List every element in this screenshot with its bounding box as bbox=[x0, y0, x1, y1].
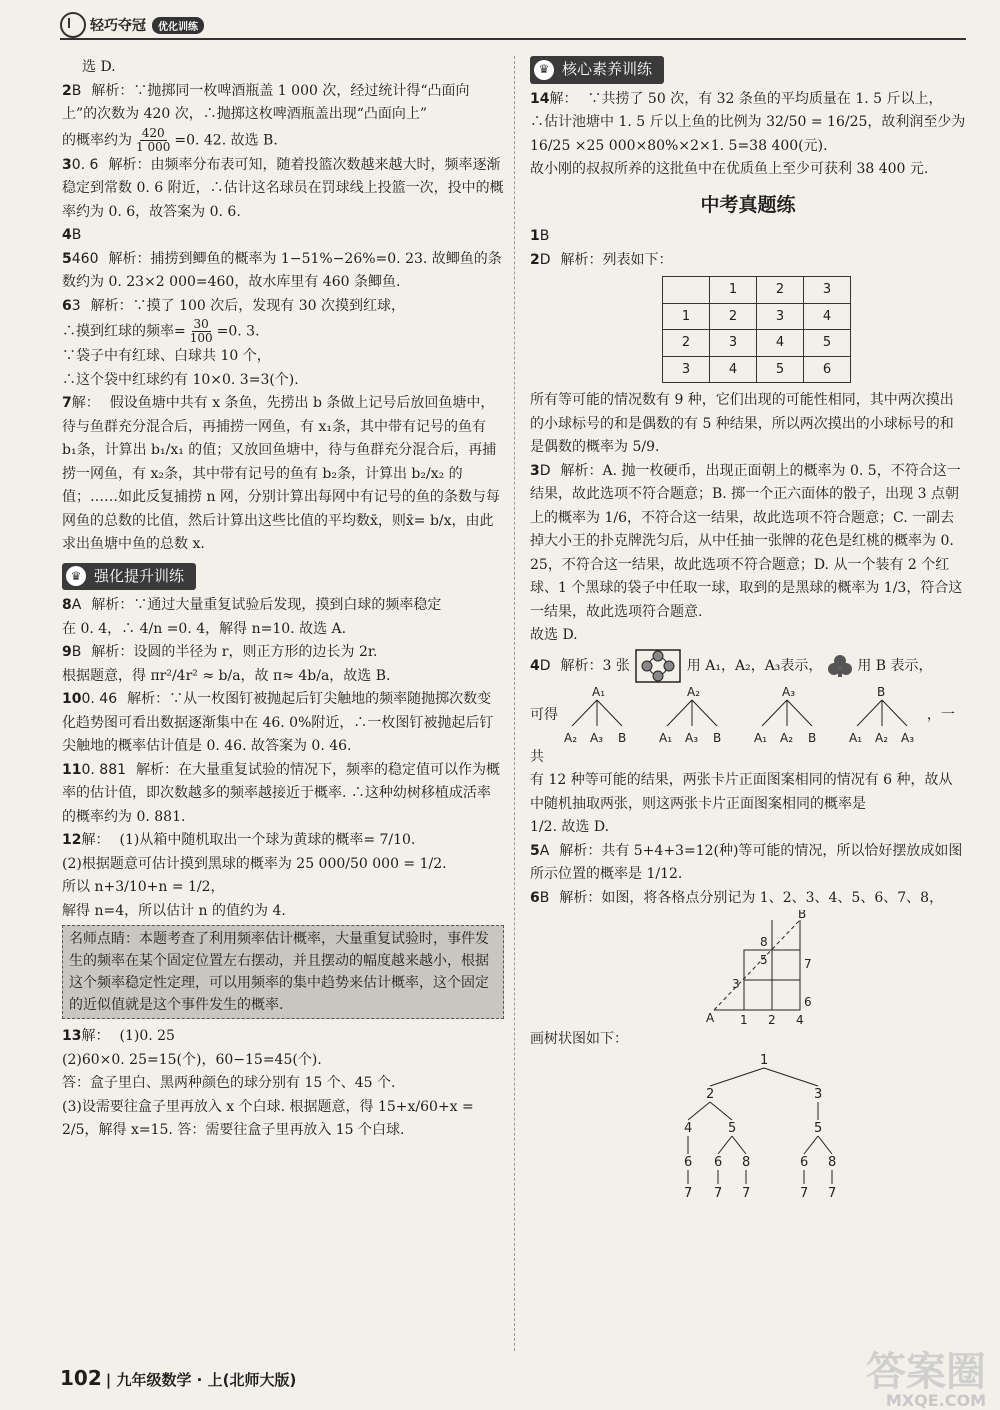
answer-7: 7解： 假设鱼塘中共有 x 条鱼，先捞出 b 条做上记号后放回鱼塘中，待与鱼群充分混合后，再捕捞一网鱼，有 x₁条，其中带有记号的鱼有 b₁条，计算出 b₁/x₁ 的值；又放回鱼塘中，待与鱼群充分混合后，再捕捞一网鱼，有 x₂条，其中带有记号的鱼有 b₂条，计算出 b₂/x₂ 的值；……如此反复捕捞 n 网，分别计算出每网中有记号的鱼的条数与每网鱼的总数的比值，然后计算出这些比值的平均数x̄，则x̄= b/x，由此求出鱼塘中鱼的总数 x. bbox=[62, 395, 500, 552]
book-title: 九年级数学 · 上(北师大版) bbox=[116, 1371, 297, 1389]
answer-r2-text: 所有等可能的情况数有 9 种，它们出现的可能性相同，其中两次摸出的小球标号的和是偶数的有 5 种结果，所以两次摸出的小球标号的和是偶数的概率为 5/9. bbox=[530, 392, 954, 455]
svg-text:1: 1 bbox=[740, 1013, 748, 1027]
answer-r4: 4D 解析：3 张 用 A₁，A₂，A₃表示， 用 B 表示， 可得 A₁ A₂ A₃ B A₂ A₁ A₃ B A₃ A₁ A₂ B B A₁ A₂ A₃ ，一共 有 12 种等可能的结果，两张卡片正面图案相同的情况有 6 种，故从中随机抽取两张，则这两张卡片正面图案相同的概率是 1/2. 故选 D. bbox=[530, 648, 966, 840]
svg-text:A₃: A₃ bbox=[901, 730, 915, 745]
answer-6: 63 解析：∵摸了 100 次后，发现有 30 次摸到红球， ∴摸到红球的频率= $\frac{30}{100}$ =0. 3. ∵袋子中有红球、白球共 10 个， ∴这个袋中红球约有 10×0. 3=3(个). bbox=[62, 297, 406, 388]
answer-r5: 5A 解析：共有 5+4+3=12(种)等可能的情况，所以恰好摆放成如图所示位置的概率是 1/12. bbox=[530, 842, 963, 882]
page-header bbox=[60, 10, 204, 40]
svg-text:7: 7 bbox=[742, 1185, 751, 1200]
answer-r6: 6B 解析：如图，将各格点分别记为 1、2、3、4、5、6、7、8， bbox=[530, 889, 944, 906]
fraction: $\frac{30}{100}$ bbox=[189, 317, 213, 345]
svg-text:6: 6 bbox=[714, 1154, 723, 1170]
answer-8: 8A 解析：∵通过大量重复试验后发现，摸到白球的频率稳定 在 0. 4，∴ 4/n =0. 4，解得 n=10. 故选 A. bbox=[62, 597, 442, 637]
answer-14: 14解： ∵共捞了 50 次，有 32 条鱼的平均质量在 1. 5 斤以上， ∴估计池塘中 1. 5 斤以上鱼的比例为 32/50 = 16/25，故利润至少为 16/25 ×25 000×80%×2×1. 5=38 400(元). 故小刚的叔叔所养的这批鱼中在优质鱼上至少可获利 38 400 元. bbox=[530, 90, 966, 177]
right-column bbox=[530, 56, 966, 1200]
svg-text:A₃: A₃ bbox=[782, 684, 796, 699]
svg-text:B: B bbox=[877, 684, 886, 699]
section-title: 中考真题练 bbox=[700, 193, 796, 216]
sum-table: 1 2 3 1 2 3 4 2 3 4 5 3 4 5 6 bbox=[662, 276, 851, 383]
answer-13: 13解： (1)0. 25 (2)60×0. 25=15(个)，60−15=45(个). 答：盒子里白、黑两种颜色的球分别有 15 个、45 个. (3)设需要往盒子里再放入 x 个白球. 根据题意，得 15+x/60+x = 2/5，解得 x=15. 答：需要往盒子里再放入 15 个白球. bbox=[62, 1028, 474, 1138]
answer-line: 选 D. bbox=[82, 59, 116, 75]
header-rule bbox=[60, 38, 966, 40]
svg-text:2: 2 bbox=[706, 1086, 715, 1102]
column-divider bbox=[514, 56, 515, 1351]
svg-text:B: B bbox=[798, 910, 807, 921]
svg-text:A₂: A₂ bbox=[780, 730, 794, 745]
svg-text:2: 2 bbox=[768, 1013, 776, 1027]
page-footer: 102 | 九年级数学 · 上(北师大版) bbox=[60, 1366, 297, 1390]
svg-text:B: B bbox=[618, 730, 627, 745]
answer-9: 9B 解析：设圆的半径为 r，则正方形的边长为 2r. 根据题意，得 πr²/4r² ≈ b/a，故 π≈ 4b/a，故选 B. bbox=[62, 644, 391, 684]
svg-text:A₁: A₁ bbox=[659, 730, 673, 745]
grid-figure bbox=[700, 910, 820, 1028]
svg-text:7: 7 bbox=[684, 1185, 693, 1200]
answer-12: 12解： (1)从箱中随机取出一个球为黄球的概率= 7/10. (2)根据题意可估计摸到黑球的概率为 25 000/50 000 = 1/2. 所以 n+3/10+n = 1/2， 解得 n=4，所以估计 n 的值约为 4. bbox=[62, 832, 447, 919]
svg-text:8: 8 bbox=[828, 1154, 837, 1170]
brand-name: 轻巧夺冠 bbox=[90, 18, 146, 34]
card-circles-icon bbox=[634, 648, 682, 684]
svg-text:3: 3 bbox=[732, 977, 740, 991]
answer-r2: 2D 解析：列表如下： bbox=[530, 251, 673, 268]
left-column bbox=[62, 56, 504, 1143]
svg-text:B: B bbox=[713, 730, 722, 745]
club-icon bbox=[827, 654, 853, 678]
brand bbox=[60, 12, 204, 38]
svg-text:7: 7 bbox=[800, 1185, 809, 1200]
page-number: 102 bbox=[60, 1366, 102, 1390]
brand-logo-icon bbox=[60, 12, 86, 38]
tree-diagram-points bbox=[670, 1052, 970, 1200]
svg-text:5: 5 bbox=[728, 1120, 737, 1136]
answer-r1: 1B bbox=[530, 228, 550, 244]
answer-11: 110. 881 解析：在大量重复试验的情况下，频率的稳定值可以作为概率的估计值，即次数越多的频率越接近于概率. ∴这种幼树移植成活率的概率约为 0. 881. bbox=[62, 761, 501, 825]
answer-2: 2B 解析：∵抛掷同一枚啤酒瓶盖 1 000 次，经过统计得“凸面向上”的次数为 420 次，∴抛掷这枚啤酒瓶盖出现“凸面向上” 的概率约为 $\frac{420}{1 000}$ =0. 42. 故选 B. bbox=[62, 82, 470, 154]
svg-text:1: 1 bbox=[760, 1052, 769, 1068]
teacher-tip-box: 名师点睛：本题考查了利用频率估计概率，大量重复试验时，事件发生的频率在某个固定位置左右摆动，并且摆动的幅度越来越小，根据这个频率稳定性定理，可以用频率的集中趋势来估计概率，这个固定的近似值就是这个事件发生的概率. bbox=[62, 925, 504, 1019]
tree-intro: 画树状图如下： bbox=[530, 1031, 628, 1047]
answer-4: 4B bbox=[62, 227, 82, 243]
answer-r3: 3D 解析：A. 抛一枚硬币，出现正面朝上的概率为 0. 5，不符合这一结果，故此选项不符合题意；B. 掷一个正六面体的骰子，出现 3 点朝上的概率为 1/6，不符合这一结果，故此选项不符合题意；C. 一副去掉大小王的扑克牌洗匀后，从中任抽一张牌的花色是红桃的概率为 0. 25，不符合这一结果，故此选项不符合题意；D. 从一个装有 2 个红球、1 个黑球的袋子中任取一球，取到的是黑球的概率为 1/3，符合这一结果，故此选项符合题意. 故选 D. bbox=[530, 462, 963, 643]
watermark-logo: 答案圈 MXQE.COM bbox=[866, 1349, 986, 1410]
crown-icon: ♛ bbox=[534, 60, 554, 80]
section-tag-strengthen: ♛ 强化提升训练 bbox=[62, 563, 196, 591]
svg-text:8: 8 bbox=[742, 1154, 751, 1170]
svg-text:B: B bbox=[808, 730, 817, 745]
tree-diagram-cards bbox=[562, 684, 922, 746]
svg-text:7: 7 bbox=[804, 957, 812, 971]
svg-text:A₂: A₂ bbox=[875, 730, 889, 745]
svg-text:5: 5 bbox=[760, 953, 768, 967]
svg-text:6: 6 bbox=[684, 1154, 693, 1170]
svg-text:A₁: A₁ bbox=[754, 730, 768, 745]
svg-text:A: A bbox=[706, 1011, 715, 1025]
svg-text:7: 7 bbox=[828, 1185, 837, 1200]
svg-text:A₁: A₁ bbox=[592, 684, 606, 699]
svg-text:A₁: A₁ bbox=[849, 730, 863, 745]
svg-text:A₂: A₂ bbox=[687, 684, 701, 699]
svg-text:A₃: A₃ bbox=[590, 730, 604, 745]
section-tag-core: ♛ 核心素养训练 bbox=[530, 56, 664, 84]
svg-text:A₂: A₂ bbox=[564, 730, 578, 745]
answer-10: 100. 46 解析：∵从一枚图钉被抛起后钉尖触地的频率随抛掷次数变化趋势图可看出数据逐渐集中在 46. 0%附近，∴一枚图钉被抛起后钉尖触地的概率估计值是 0. 46. 故答案为 0. 46. bbox=[62, 691, 494, 754]
svg-text:7: 7 bbox=[714, 1185, 723, 1200]
svg-text:8: 8 bbox=[760, 935, 768, 949]
fraction: $\frac{420}{1 000}$ bbox=[136, 125, 171, 154]
svg-text:4: 4 bbox=[684, 1120, 693, 1136]
crown-icon: ♛ bbox=[66, 566, 86, 586]
answer-3: 30. 6 解析：由频率分布表可知，随着投篮次数越来越大时，频率逐渐稳定到常数 0. 6 附近，∴估计这名球员在罚球线上投篮一次，投中的概率约为 0. 6，故答案为 0. 6. bbox=[62, 156, 504, 220]
answer-5: 5460 解析：捕捞到鲫鱼的概率为 1−51%−26%=0. 23. 故鲫鱼的条数约为 0. 23×2 000=460，故水库里有 460 条鲫鱼. bbox=[62, 250, 502, 290]
svg-text:5: 5 bbox=[814, 1120, 823, 1136]
svg-text:6: 6 bbox=[800, 1154, 809, 1170]
svg-text:A₃: A₃ bbox=[685, 730, 699, 745]
svg-text:4: 4 bbox=[796, 1013, 804, 1027]
brand-tag: 优化训练 bbox=[152, 17, 204, 34]
svg-text:6: 6 bbox=[804, 995, 812, 1009]
svg-text:3: 3 bbox=[814, 1086, 823, 1102]
